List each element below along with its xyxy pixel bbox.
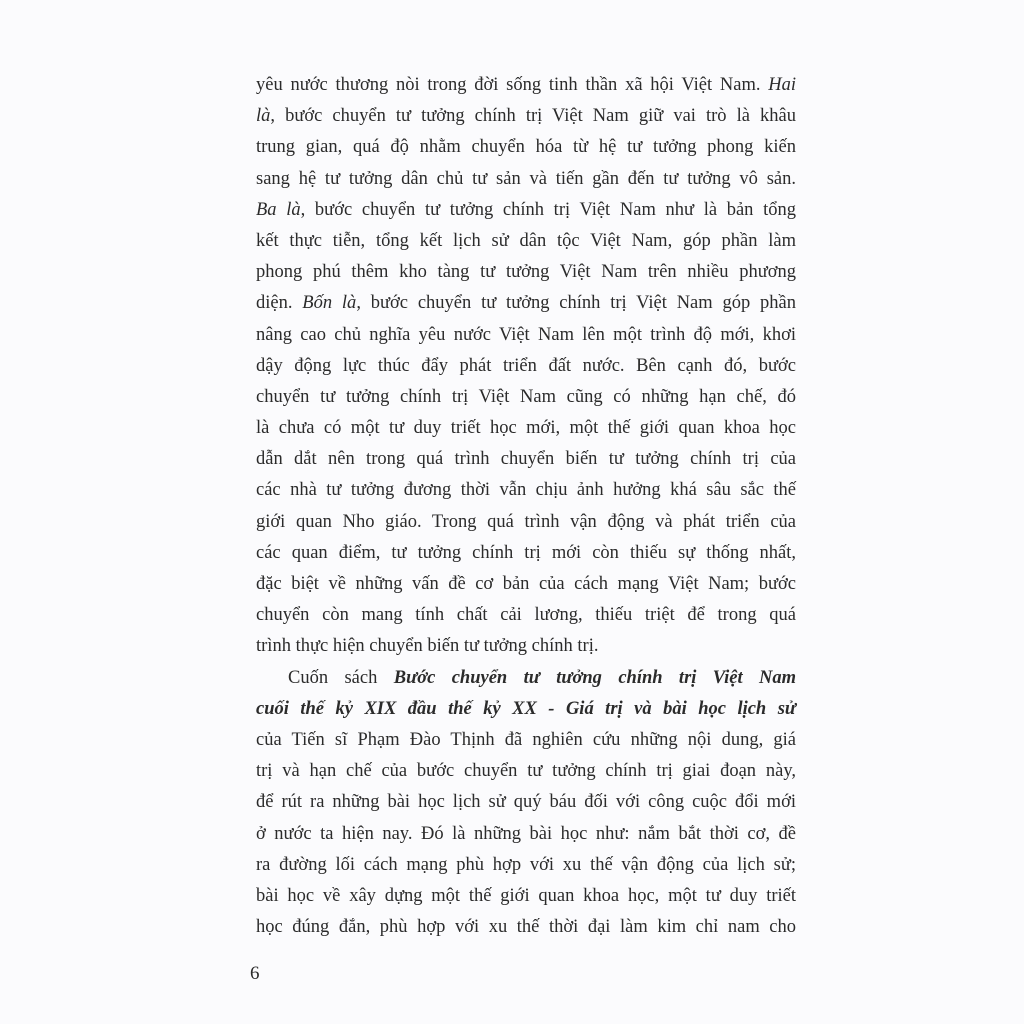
text-segment: , bước chuyển tư tưởng chính trị Việt Nam góp phần	[356, 293, 796, 314]
text-segment: , bước chuyển tư tưởng chính trị Việt Nam như là bản tổng	[300, 199, 796, 220]
text-line-15: giới quan Nho giáo. Trong quá trình vận động và phát triển của	[256, 511, 796, 532]
text-line-24: để rút ra những bài học lịch sử quý báu đối với công cuộc đổi mới	[256, 792, 796, 813]
text-line-9: nâng cao chủ nghĩa yêu nước Việt Nam lên một trình độ mới, khơi	[256, 324, 796, 345]
text-line-3: trung gian, quá độ nhằm chuyển hóa từ hệ tư tưởng phong kiến	[256, 137, 796, 158]
italic-segment: Ba là	[256, 199, 301, 220]
text-segment: diện.	[256, 293, 293, 314]
text-line-8	[256, 288, 796, 319]
text-line-19: trình thực hiện chuyển biến tư tưởng chính trị.	[256, 636, 599, 657]
text-line-21	[256, 694, 796, 725]
text-line-7: phong phú thêm kho tàng tư tưởng Việt Nam trên nhiều phương	[256, 262, 796, 283]
text-line-17: đặc biệt về những vấn đề cơ bản của cách mạng Việt Nam; bước	[256, 574, 796, 594]
text-line-25: ở nước ta hiện nay. Đó là những bài học như: nắm bắt thời cơ, đề	[256, 823, 796, 844]
text-line-22: của Tiến sĩ Phạm Đào Thịnh đã nghiên cứu những nội dung, giá	[256, 729, 796, 750]
italic-segment: là	[256, 106, 271, 127]
text-line-18: chuyển còn mang tính chất cải lương, thiếu triệt để trong quá	[256, 605, 796, 626]
italic-segment: Hai	[768, 75, 797, 95]
text-line-26: ra đường lối cách mạng phù hợp với xu thế vận động của lịch sử;	[256, 854, 796, 875]
page-number: 6	[250, 963, 260, 984]
text-line-20	[256, 663, 796, 694]
text-line-4: sang hệ tư tưởng dân chủ tư sản và tiến gần đến tư tưởng vô sản.	[256, 168, 796, 189]
book-title-segment: cuối thế kỷ XIX đầu thế kỷ XX - Giá trị và bài học lịch sử	[256, 698, 796, 719]
text-line-1	[256, 70, 796, 101]
text-line-6: kết thực tiễn, tổng kết lịch sử dân tộc Việt Nam, góp phần làm	[256, 230, 796, 251]
text-line-16: các quan điểm, tư tưởng chính trị mới còn thiếu sự thống nhất,	[256, 542, 796, 563]
text-line-27: bài học về xây dựng một thế giới quan khoa học, một tư duy triết	[256, 885, 796, 906]
text-segment: , bước chuyển tư tưởng chính trị Việt Nam giữ vai trò là khâu	[270, 106, 796, 127]
italic-segment: Bốn là	[302, 293, 357, 314]
text-line-14: các nhà tư tưởng đương thời vẫn chịu ảnh hưởng khá sâu sắc thế	[256, 480, 796, 501]
book-title-segment: Bước chuyển tư tưởng chính trị Việt Nam	[393, 667, 797, 688]
text-line-11: chuyển tư tưởng chính trị Việt Nam cũng có những hạn chế, đó	[256, 386, 796, 407]
text-segment: Cuốn sách	[288, 667, 378, 688]
text-segment: yêu nước thương nòi trong đời sống tinh thần xã hội Việt Nam.	[256, 75, 761, 95]
text-line-5	[256, 195, 796, 226]
text-line-23: trị và hạn chế của bước chuyển tư tưởng chính trị giai đoạn này,	[256, 761, 796, 782]
body-text	[256, 70, 796, 943]
text-line-2	[256, 101, 796, 132]
text-line-12: là chưa có một tư duy triết học mới, một thế giới quan khoa học	[256, 418, 796, 439]
text-line-13: dẫn dắt nên trong quá trình chuyển biến tư tưởng chính trị của	[256, 449, 796, 470]
text-line-10: dậy động lực thúc đẩy phát triển đất nước. Bên cạnh đó, bước	[256, 355, 796, 376]
text-line-28: học đúng đắn, phù hợp với xu thế thời đại làm kim chỉ nam cho	[256, 917, 796, 938]
